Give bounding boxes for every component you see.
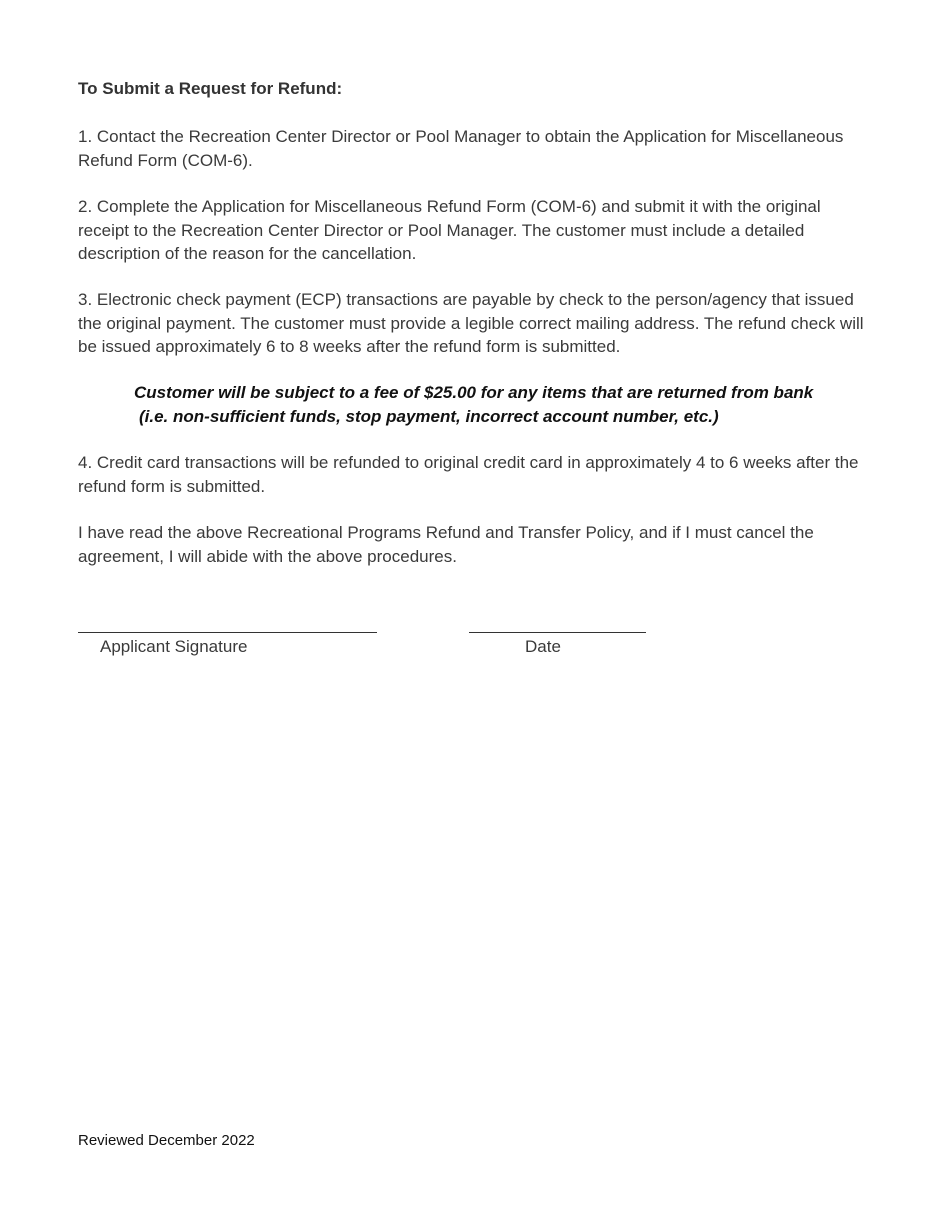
applicant-signature-label: Applicant Signature [100, 637, 248, 656]
step-4-paragraph: 4. Credit card transactions will be refunded to original credit card in approximately 4 to 6 weeks after the refund form is submitted. [78, 453, 859, 496]
reviewed-date-footer: Reviewed December 2022 [78, 1132, 255, 1149]
step-2-paragraph: 2. Complete the Application for Miscellaneous Refund Form (COM-6) and submit it with the original receipt to the Recreation Center Director or Pool Manager. The customer must include a detailed description of the reason for the cancellation. [78, 197, 821, 263]
fee-notice-line-1: Customer will be subject to a fee of $25.00 for any items that are returned from bank [134, 383, 814, 402]
date-signature-line[interactable] [469, 632, 646, 633]
fee-notice-line-2: (i.e. non-sufficient funds, stop payment, incorrect account number, etc.) [139, 406, 719, 426]
fee-notice [134, 381, 834, 428]
acknowledgement-paragraph: I have read the above Recreational Programs Refund and Transfer Policy, and if I must cancel the agreement, I will abide with the above procedures. [78, 523, 814, 566]
section-heading: To Submit a Request for Refund: [78, 79, 343, 98]
step-1-paragraph: 1. Contact the Recreation Center Director or Pool Manager to obtain the Application for Miscellaneous Refund Form (COM-6). [78, 127, 844, 170]
date-label: Date [525, 637, 561, 656]
applicant-signature-line[interactable] [78, 632, 377, 633]
step-3-paragraph: 3. Electronic check payment (ECP) transactions are payable by check to the person/agency that issued the original payment. The customer must provide a legible correct mailing address. The refund check will be issued approximately 6 to 8 weeks after the refund form is submitted. [78, 290, 864, 356]
